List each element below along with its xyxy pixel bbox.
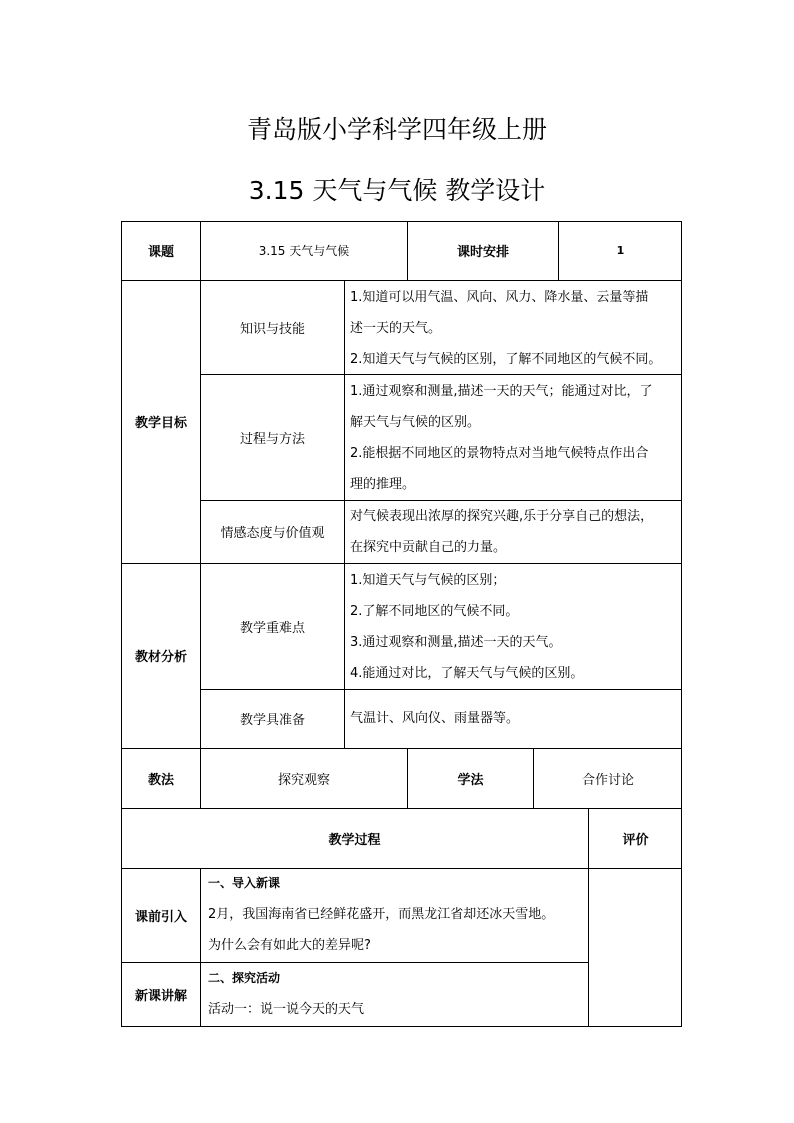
topic-label: 课题 (147, 245, 174, 260)
new-lesson-heading: 二、探究活动 (208, 971, 281, 985)
tools-label: 教学具准备 (239, 713, 305, 728)
document-subtitle: 3.15 天气与气候 教学设计 (248, 176, 546, 205)
teach-method-value: 探究观察 (277, 772, 330, 788)
intro-label: 课前引入 (134, 909, 187, 925)
key-points-label: 教学重难点 (239, 620, 305, 636)
schedule-value: 1 (616, 244, 625, 257)
learn-method-label: 学法 (457, 772, 484, 788)
process-line: 1.通过观察和测量,描述一天的天气；能通过对比，了 (350, 384, 653, 399)
attitude-line: 在探究中贡献自己的力量。 (350, 540, 507, 555)
key-point-line: 2.了解不同地区的气候不同。 (350, 604, 519, 619)
process-line: 2.能根据不同地区的景物特点对当地气候特点作出合 (350, 446, 649, 461)
topic-value: 3.15 天气与气候 (258, 244, 350, 258)
learn-method-value: 合作讨论 (581, 772, 634, 788)
process-header: 教学过程 (328, 832, 381, 848)
materials-label: 教材分析 (134, 650, 187, 665)
tools-value: 气温计、风向仪、雨量器等。 (350, 711, 520, 726)
attitude-line: 对气候表现出浓厚的探究兴趣,乐于分享自己的想法， (350, 509, 654, 524)
document-title: 青岛版小学科学四年级上册 (246, 115, 547, 144)
key-point-line: 4.能通过对比，了解天气与气候的区别。 (350, 666, 584, 681)
attitude-label: 情感态度与价值观 (220, 526, 325, 541)
objectives-label: 教学目标 (134, 416, 187, 431)
knowledge-line: 1.知道可以用气温、风向、风力、降水量、云量等描 (350, 290, 649, 305)
process-label: 过程与方法 (239, 431, 305, 447)
new-lesson-label: 新课讲解 (134, 988, 187, 1004)
key-point-line: 1.知道天气与气候的区别； (350, 573, 506, 588)
evaluation-header: 评价 (622, 832, 649, 848)
teach-method-label: 教法 (147, 772, 174, 788)
new-lesson-line: 活动一：说一说今天的天气 (208, 1002, 365, 1017)
knowledge-label: 知识与技能 (239, 321, 305, 337)
intro-line: 2月，我国海南省已经鲜花盛开，而黑龙江省却还冰天雪地。 (208, 907, 555, 922)
knowledge-line: 2.知道天气与气候的区别，了解不同地区的气候不同。 (350, 352, 662, 367)
process-line: 理的推理。 (350, 477, 416, 492)
intro-line: 为什么会有如此大的差异呢? (208, 938, 371, 953)
intro-heading: 一、导入新课 (208, 876, 281, 890)
knowledge-line: 述一天的天气。 (350, 321, 442, 336)
key-point-line: 3.通过观察和测量,描述一天的天气。 (350, 635, 562, 650)
schedule-label: 课时安排 (456, 245, 509, 260)
process-line: 解天气与气候的区别。 (350, 415, 481, 430)
